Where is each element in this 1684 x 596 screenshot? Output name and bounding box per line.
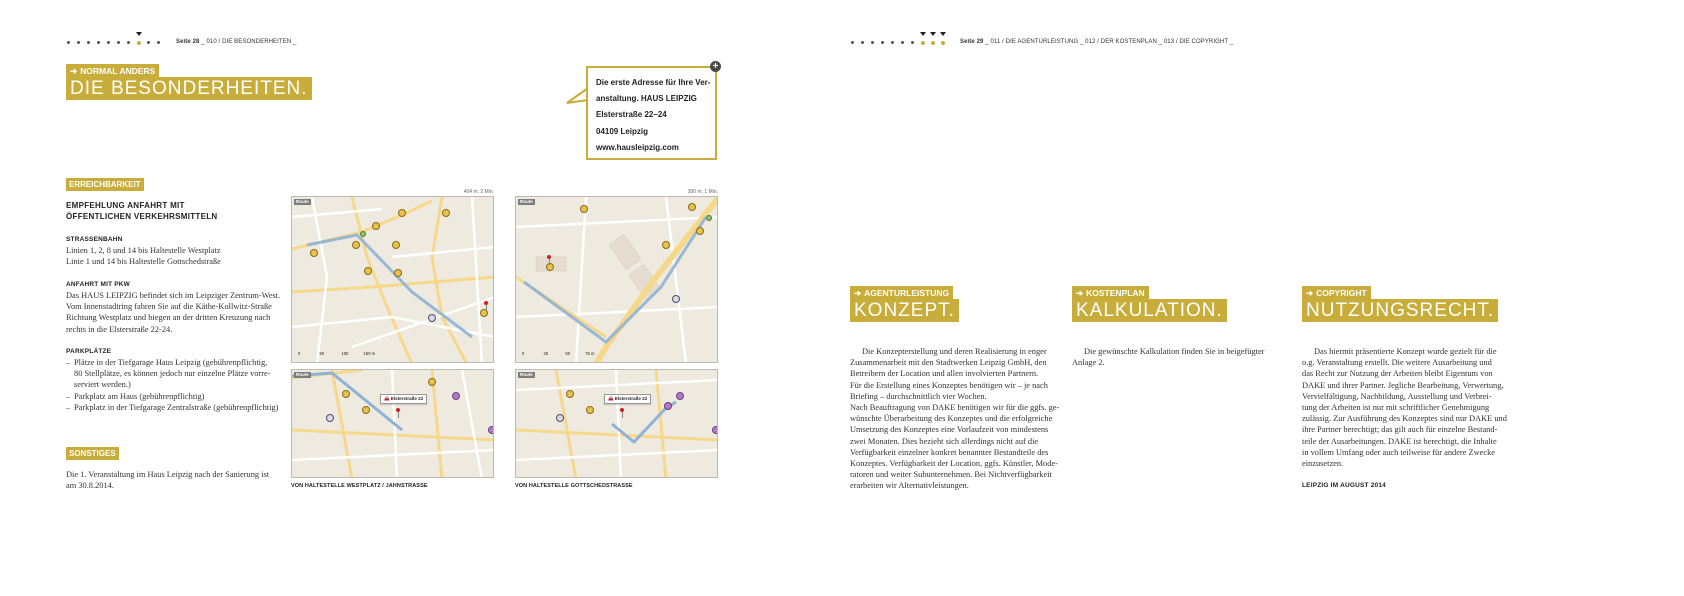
map-a-callout[interactable] [380, 394, 427, 404]
address-box [586, 66, 717, 160]
usage-line: das Recht zur Nutzung der Arbeiten bleibt Eigentum von [1302, 369, 1493, 379]
progress-dot [154, 38, 164, 48]
map-b-detail[interactable] [515, 369, 718, 478]
map-b-callout[interactable] [604, 394, 651, 404]
poi-marker[interactable] [586, 406, 594, 414]
car-icon: 🚘 [608, 396, 614, 401]
scale-label: 150 m [363, 351, 376, 356]
poi-marker[interactable] [428, 314, 436, 322]
poi-marker[interactable] [712, 426, 718, 434]
progress-dot [104, 38, 114, 48]
copyright-tag-text: COPYRIGHT [1316, 288, 1367, 298]
poi-marker[interactable] [672, 295, 680, 303]
tram-heading: STRASSENBAHN [66, 236, 123, 243]
concept-line: Verfügbarkeit einzelner konkret benannter Bestandteile des [850, 447, 1049, 457]
map-b-scale [522, 351, 595, 356]
agency-tag [850, 286, 953, 299]
reachability-heading [66, 200, 218, 222]
poi-marker[interactable] [664, 402, 672, 410]
callout-text: Elsterstraße 22 [614, 396, 648, 401]
destination-pin-icon[interactable] [547, 255, 551, 259]
map-b-badge: Route [520, 199, 533, 204]
poi-marker[interactable] [676, 392, 684, 400]
map-a-detail[interactable] [291, 369, 494, 478]
other-tag: SONSTIGES [66, 447, 119, 460]
current-marker-icon [930, 32, 936, 36]
address-line: 04109 Leipzig [596, 126, 649, 136]
usage-line: in vollem Umfang oder auch teilweise für andere Zwecke [1302, 447, 1496, 457]
calculation-line: Die gewünschte Kalkulation finden Sie in beigefügter [1084, 347, 1265, 356]
car-line: Das HAUS LEIPZIG befindet sich im Leipziger Zentrum-West. [66, 291, 281, 300]
progress-dot [144, 38, 154, 48]
progress-dot [888, 38, 898, 48]
address-lines [596, 75, 710, 156]
poi-marker[interactable] [566, 390, 574, 398]
calculation-title: KALKULATION. [1072, 299, 1227, 322]
poi-marker[interactable] [310, 249, 318, 257]
concept-line: Für die Erstellung eines Konzeptes benötigen wir – je nach [850, 380, 1048, 390]
left-page-number: Seite 28 [176, 39, 200, 45]
poi-marker[interactable] [394, 269, 402, 277]
address-line: Die erste Adresse für Ihre Ver- [596, 78, 711, 87]
poi-marker[interactable] [556, 414, 564, 422]
poi-marker[interactable] [398, 209, 406, 217]
concept-line: Zusammenarbeit mit den Stadtwerken Leipzig GmbH, den [850, 358, 1047, 368]
poi-marker[interactable] [488, 426, 494, 434]
poi-marker[interactable] [696, 227, 704, 235]
parking-item-line: – Plätze in der Tiefgarage Haus Leipzig (gebührenpflichtig, [74, 358, 268, 367]
arrow-icon: ➔ [70, 66, 78, 76]
poi-marker[interactable] [352, 241, 360, 249]
reachability-tag: ERREICHBARKEIT [66, 178, 144, 191]
scale-label: 0 [298, 351, 301, 356]
map-b-caption: VON HALTESTELLE GOTTSCHEDSTRASSE [515, 483, 633, 489]
progress-dot [94, 38, 104, 48]
page-title: DIE BESONDERHEITEN. [66, 77, 312, 100]
scale-label: 100 [341, 351, 349, 356]
progress-dot-current [134, 38, 144, 48]
left-page-header [176, 39, 296, 45]
map-a-caption: VON HALTESTELLE WESTPLATZ / JAHNSTRASSE [291, 483, 428, 489]
car-icon: 🚘 [384, 396, 390, 401]
map-b-detail-streets [516, 370, 718, 478]
parking-item [66, 402, 286, 413]
progress-dot [878, 38, 888, 48]
poi-marker[interactable] [480, 309, 488, 317]
poi-marker[interactable] [706, 215, 712, 221]
current-marker-icon [136, 32, 142, 36]
address-line: anstaltung. HAUS LEIPZIG [596, 94, 697, 104]
cost-tag [1072, 286, 1149, 299]
map-b-overview[interactable] [515, 196, 718, 363]
poi-marker[interactable] [662, 241, 670, 249]
progress-dot-current [928, 38, 938, 48]
concept-line: erarbeiten wir Alternativleistungen. [850, 481, 969, 491]
other-text [66, 469, 286, 491]
callout-text: Elsterstraße 22 [390, 396, 424, 401]
kicker-text: NORMAL ANDERS [80, 66, 156, 76]
destination-pin-icon[interactable] [396, 408, 400, 412]
concept-line: wünschte Überarbeitung des Konzeptes und die erfolgreiche [850, 414, 1053, 424]
map-a-scale [298, 351, 375, 356]
parking-item [66, 391, 286, 402]
poi-marker[interactable] [688, 203, 696, 211]
poi-marker[interactable] [546, 263, 554, 271]
right-page-header [960, 39, 1233, 45]
poi-marker[interactable] [360, 231, 366, 237]
usage-line: o.g. Veranstaltung erstellt. Die weitere Ausarbeitung und [1302, 358, 1492, 368]
progress-dot [114, 38, 124, 48]
concept-line: Die Konzepterstellung und deren Realisierung in enger [862, 347, 1047, 356]
scale-label: 50 [565, 351, 571, 356]
progress-dot [84, 38, 94, 48]
parking-item-line: serviert werden.) [74, 380, 131, 390]
map-b-distance: 300 m, 1 Min. [687, 189, 718, 195]
usage-line: ihre Partner berechtigt; das gilt auch für einzelne Bestand- [1302, 425, 1498, 435]
arrow-icon: ➔ [1306, 288, 1314, 298]
progress-dot [124, 38, 134, 48]
destination-pin-icon[interactable] [484, 301, 488, 305]
arrow-icon: ➔ [854, 288, 862, 298]
current-marker-icon [920, 32, 926, 36]
concept-text [850, 346, 1060, 492]
progress-dot-current [918, 38, 928, 48]
heading-line: ÖFFENTLICHEN VERKEHRSMITTELN [66, 212, 218, 221]
parking-item [66, 357, 286, 391]
poi-marker[interactable] [442, 209, 450, 217]
parking-item-line: – Parkplatz in der Tiefgarage Zentralstraße (gebührenpflichtig) [74, 402, 279, 412]
progress-dot [848, 38, 858, 48]
car-line: Vom Innenstadtring fahren Sie auf die Käthe-Kollwitz-Straße [66, 302, 272, 312]
concept-line: Nach Beauftragung von DAKE benötigen wir für die ggfs. ge- [850, 403, 1060, 413]
poi-marker[interactable] [362, 406, 370, 414]
scale-label: 75 m [585, 351, 595, 356]
copyright-tag [1302, 286, 1371, 299]
kicker-tag [66, 64, 159, 77]
other-line: Die 1. Veranstaltung im Haus Leipzig nach der Sanierung ist [66, 470, 270, 479]
tram-text [66, 245, 286, 267]
usage-line: teile der Ausarbeitungen. DAKE ist berechtigt, die Inhalte [1302, 436, 1497, 446]
progress-dot-current [938, 38, 948, 48]
progress-dot [64, 38, 74, 48]
progress-dot [868, 38, 878, 48]
car-line: rechts in die Elsterstraße 22-24. [66, 324, 173, 334]
poi-marker[interactable] [452, 392, 460, 400]
poi-marker[interactable] [428, 378, 436, 386]
progress-dot [898, 38, 908, 48]
left-page-breadcrumb: _ 010 / DIE BESONDERHEITEN _ [201, 39, 297, 45]
map-a-streets [292, 197, 494, 363]
destination-pin-icon[interactable] [620, 408, 624, 412]
parking-list [66, 357, 286, 413]
calculation-line: Anlage 2. [1072, 358, 1105, 368]
current-marker-icon [940, 32, 946, 36]
map-a-badge: Route [296, 199, 309, 204]
poi-marker[interactable] [364, 267, 372, 275]
agency-tag-text: AGENTURLEISTUNG [864, 288, 950, 298]
usage-line: Das hiermit präsentierte Konzept wurde gezielt für die [1314, 347, 1497, 356]
progress-dot [858, 38, 868, 48]
arrow-icon: ➔ [1076, 288, 1084, 298]
usage-rights-title: NUTZUNGSRECHT. [1302, 299, 1498, 322]
map-a-detail-badge: Route [296, 372, 309, 377]
heading-line: EMPFEHLUNG ANFAHRT MIT [66, 201, 185, 210]
usage-line: zulässig. Zur Ausführung des Konzeptes sind nur DAKE und [1302, 414, 1507, 424]
map-a-detail-streets [292, 370, 494, 478]
concept-line: Umsetzung des Konzeptes eine Vorlaufzeit von mindestens [850, 425, 1049, 435]
car-heading: ANFAHRT MIT PKW [66, 281, 131, 288]
usage-line: Vervielfältigung, Nachbildung, Ausstellung und Verbrei- [1302, 391, 1492, 401]
cost-tag-text: KOSTENPLAN [1086, 288, 1145, 298]
usage-rights-text [1302, 346, 1514, 469]
parking-heading: PARKPLÄTZE [66, 348, 112, 355]
address-website[interactable]: www.hausleipzig.com [596, 142, 679, 152]
map-b-detail-badge: Route [520, 372, 533, 377]
parking-item-line: – Parkplatz am Haus (gebührenpflichtig) [74, 391, 205, 401]
right-page-number: Seite 29 [960, 39, 984, 45]
address-line: Elsterstraße 22–24 [596, 110, 667, 120]
tram-line: Linien 1, 2, 8 und 14 bis Haltestelle Westplatz [66, 246, 221, 255]
calculation-text [1072, 346, 1282, 368]
right-page-progress-dots [848, 38, 948, 48]
signature-line: LEIPZIG IM AUGUST 2014 [1302, 482, 1386, 489]
progress-dot [74, 38, 84, 48]
concept-line: zwei Monaten. Dies bezieht sich allerdings nicht auf die [850, 436, 1039, 446]
usage-line: einzusetzen. [1302, 459, 1344, 469]
poi-marker[interactable] [326, 414, 334, 422]
poi-marker[interactable] [580, 205, 588, 213]
map-a-distance: 404 m, 2 Min. [463, 189, 494, 195]
other-line: am 30.8.2014. [66, 481, 114, 491]
map-b-streets [516, 197, 718, 363]
right-page-breadcrumb: _ 011 / DIE AGENTURLEISTUNG _ 012 / DER KOSTENPLAN _ 013 / DIE COPYRIGHT _ [985, 39, 1234, 45]
tram-line: Linie 1 und 14 bis Haltestelle Gottschedstraße [66, 257, 221, 267]
usage-line: tung der Arbeiten ist nur mit schriftlicher Genehmigung [1302, 403, 1490, 413]
car-line: Richtung Westplatz und biegen an der dritten Kreuzung nach [66, 313, 271, 323]
concept-line: Briefing – durchschnittlich vier Wochen. [850, 391, 987, 401]
concept-title: KONZEPT. [850, 299, 959, 322]
car-text [66, 290, 286, 335]
scale-label: 0 [522, 351, 525, 356]
plus-icon[interactable]: + [710, 61, 721, 72]
poi-marker[interactable] [372, 222, 380, 230]
poi-marker[interactable] [342, 390, 350, 398]
concept-line: Konzeptes. Verfügbarkeit der Location, ggfs. Künstler, Mode- [850, 459, 1058, 469]
progress-dot [908, 38, 918, 48]
map-a-overview[interactable] [291, 196, 494, 363]
scale-label: 25 [543, 351, 549, 356]
concept-line: Betreibern der Location und allen involvierten Partnern. [850, 369, 1039, 379]
scale-label: 50 [319, 351, 325, 356]
usage-line: DAKE und ihrer Partner. Jegliche Bearbeitung, Verwertung, [1302, 380, 1504, 390]
parking-item-line: 80 Stellplätze, es können jedoch nur einzelne Plätze vorre- [74, 369, 271, 379]
page-progress-dots [64, 38, 164, 48]
concept-line: ratoren und weiter Subunternehmen. Bei Nichtverfügbarkeit [850, 470, 1052, 480]
poi-marker[interactable] [392, 241, 400, 249]
